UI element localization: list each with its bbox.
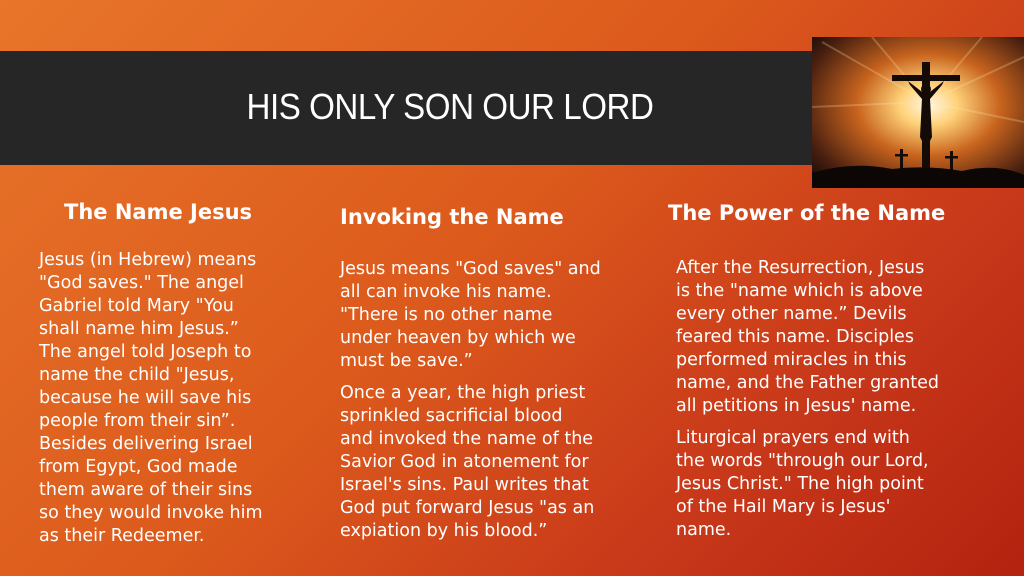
text-line: every other name.” Devils [676,304,907,324]
text-line: Jesus (in Hebrew) means [39,250,257,270]
text-line: is the "name which is above [676,281,923,301]
text-line: must be save.” [340,351,473,371]
paragraph [340,258,630,373]
text-line: under heaven by which we [340,328,576,348]
text-line: Savior God in atonement for [340,452,589,472]
text-line: The angel told Joseph to [39,342,252,362]
text-line: name, and the Father granted [676,373,940,393]
text-line: Israel's sins. Paul writes that [340,475,589,495]
text-line: sprinkled sacrificial blood [340,406,563,426]
crucifix-sunset-image [812,37,1024,188]
text-line: from Egypt, God made [39,457,238,477]
crucifix-icon [812,37,1024,188]
text-line: of the Hail Mary is Jesus' [676,497,891,517]
text-line: Liturgical prayers end with [676,428,910,448]
text-line: Once a year, the high priest [340,383,586,403]
text-line: "God saves." The angel [39,273,244,293]
column-body-power-name [676,257,996,551]
text-line: Jesus Christ." The high point [676,474,924,494]
text-line: as their Redeemer. [39,526,205,546]
paragraph [340,382,630,543]
text-line: the words "through our Lord, [676,451,929,471]
text-line: and invoked the name of the [340,429,594,449]
text-line: because he will save his [39,388,252,408]
paragraph [676,257,996,418]
text-line: them aware of their sins [39,480,253,500]
paragraph [676,427,996,542]
text-line: all petitions in Jesus' name. [676,396,917,416]
text-line: After the Resurrection, Jesus [676,258,925,278]
text-line: "There is no other name [340,305,553,325]
text-line: Jesus means "God saves" and [340,259,601,279]
slide-title: HIS ONLY SON OUR LORD [246,86,654,127]
column-heading-power-name: The Power of the Name [668,201,946,225]
text-line: all can invoke his name. [340,282,552,302]
text-line: God put forward Jesus "as an [340,498,595,518]
text-line: Besides delivering Israel [39,434,253,454]
text-line: so they would invoke him [39,503,263,523]
column-heading-name-jesus: The Name Jesus [64,200,253,224]
text-line: people from their sin”. [39,411,236,431]
text-line: performed miracles in this [676,350,907,370]
column-body-name-jesus [39,249,299,557]
text-line: Gabriel told Mary "You [39,296,234,316]
paragraph [39,249,299,548]
text-line: name. [676,520,732,540]
text-line: expiation by his blood.” [340,521,548,541]
text-line: shall name him Jesus.” [39,319,239,339]
column-heading-invoking-name: Invoking the Name [340,205,564,229]
column-body-invoking-name [340,258,630,552]
text-line: feared this name. Disciples [676,327,914,347]
text-line: name the child "Jesus, [39,365,235,385]
